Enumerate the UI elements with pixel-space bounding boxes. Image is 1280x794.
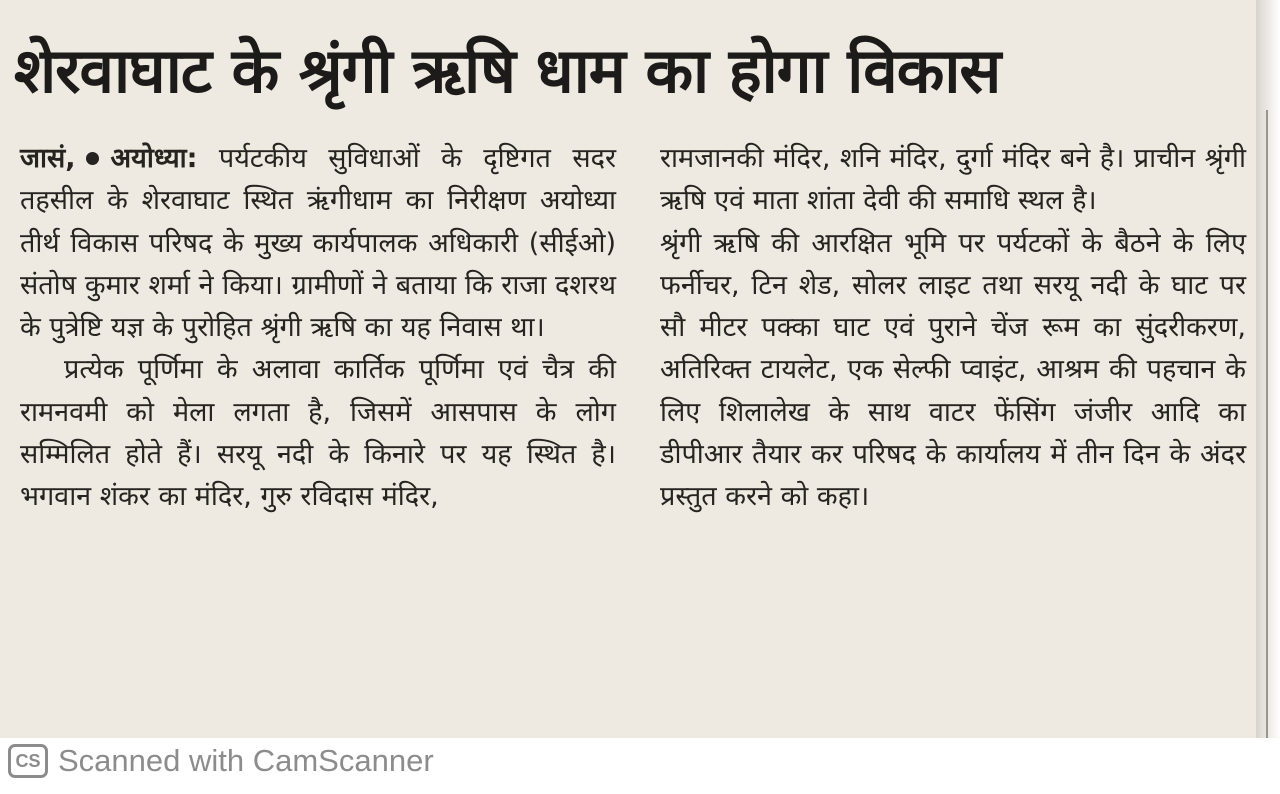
article-column-right xyxy=(660,138,1246,519)
article-paragraph xyxy=(20,138,616,349)
page-edge-line xyxy=(1266,110,1268,738)
cs-logo-icon: CS xyxy=(8,744,48,778)
article-headline: शेरवाघाट के श्रृंगी ऋषि धाम का होगा विकास xyxy=(14,34,1001,107)
byline-place: अयोध्या: xyxy=(110,143,198,174)
article-paragraph: प्रत्येक पूर्णिमा के अलावा कार्तिक पूर्णिमा एवं चैत्र की रामनवमी को मेला लगता है, जिसमें आसपास के लोग सम्मिलित होते हैं। सरयू नदी के किनारे पर यह स्थित है। भगवान शंकर का मंदिर, गुरु रविदास मंदिर, xyxy=(20,354,616,513)
article-column-left xyxy=(20,138,616,519)
camscanner-watermark xyxy=(8,741,434,781)
article-paragraph: रामजानकी मंदिर, शनि मंदिर, दुर्गा मंदिर बने है। प्राचीन श्रृंगी ऋषि एवं माता शांता देवी की समाधि स्थल है। xyxy=(660,143,1246,217)
bullet-icon xyxy=(86,152,99,165)
paragraph-text: पर्यटकीय सुविधाओं के दृष्टिगत सदर तहसील के शेरवाघाट स्थित ऋंगीधाम का निरीक्षण अयोध्या तीर्थ विकास परिषद के मुख्य कार्यपालक अधिकारी (सीईओ) संतोष कुमार शर्मा ने किया। ग्रामीणों ने बताया कि राजा दशरथ के पुत्रेष्टि यज्ञ के पुरोहित श्रृंगी ऋषि का यह निवास था। xyxy=(20,143,616,344)
page-edge-shadow xyxy=(1256,0,1280,738)
byline-source: जासं, xyxy=(20,143,76,174)
article-paragraph: श्रृंगी ऋषि की आरक्षित भूमि पर पर्यटकों के बैठने के लिए फर्नीचर, टिन शेड, सोलर लाइट तथा सरयू नदी के घाट पर सौ मीटर पक्का घाट एवं पुराने चेंज रूम का सुंदरीकरण, अतिरिक्त टायलेट, एक सेल्फी प्वाइंट, आश्रम की पहचान के लिए शिलालेख के साथ वाटर फेंसिंग जंजीर आदि का डीपीआर तैयार कर परिषद के कार्यालय में तीन दिन के अंदर प्रस्तुत करने को कहा। xyxy=(660,227,1246,513)
watermark-text: Scanned with CamScanner xyxy=(58,743,434,778)
